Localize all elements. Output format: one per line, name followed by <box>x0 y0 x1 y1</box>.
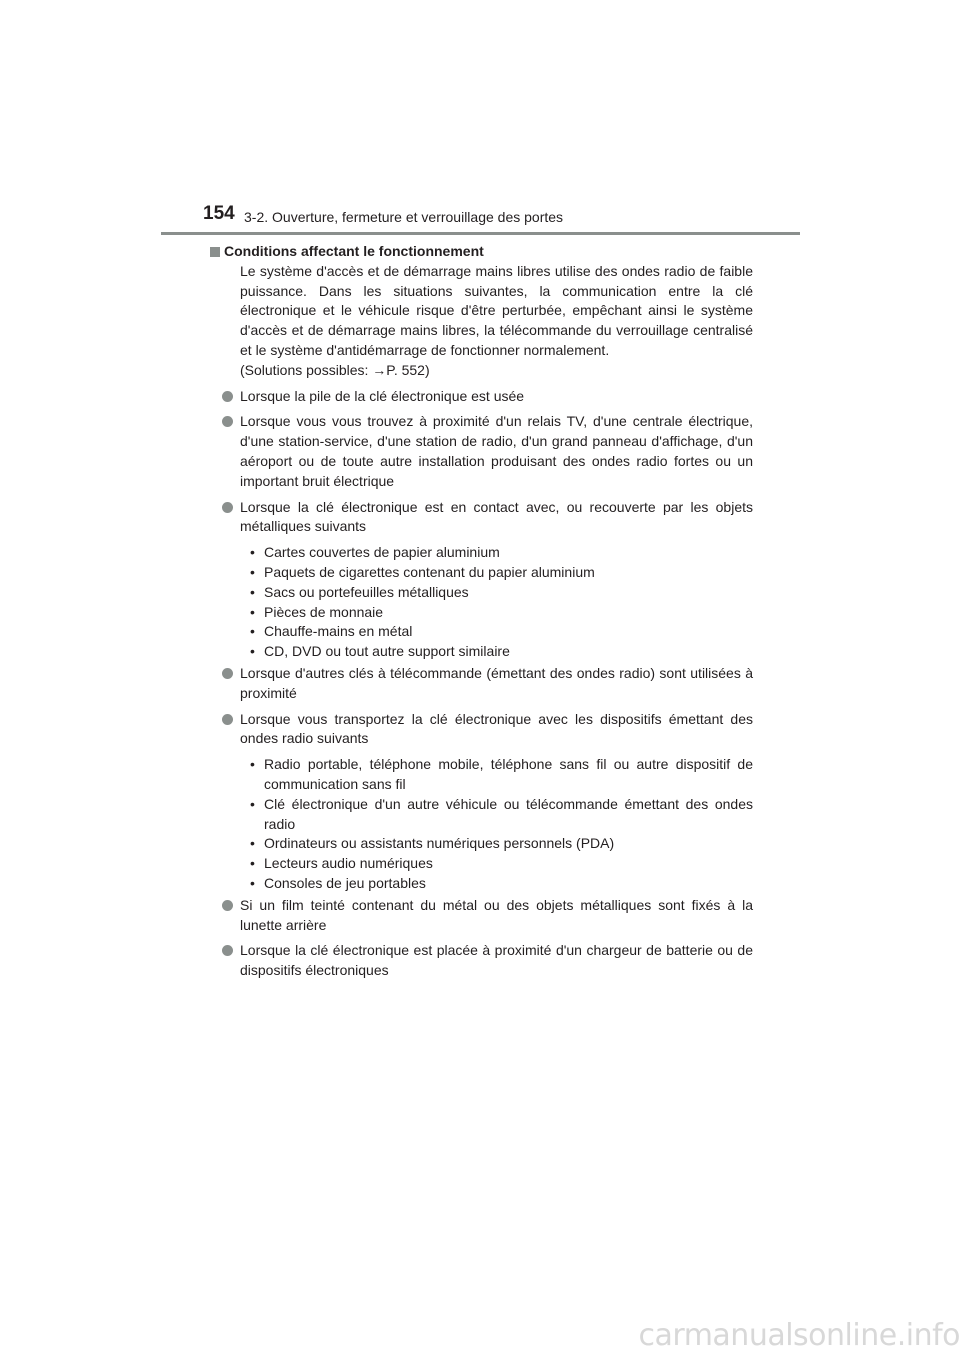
section-title: 3-2. Ouverture, fermeture et verrouillage des portes <box>244 209 564 225</box>
list-item <box>240 664 753 704</box>
intro-paragraph <box>240 262 753 381</box>
content <box>210 242 753 981</box>
list-item-text: Lorsque la pile de la clé électronique est usée <box>240 387 525 404</box>
section-heading <box>210 242 753 262</box>
metal-objects-sublist <box>252 543 753 662</box>
sublist-item: • Consoles de jeu portables <box>252 874 753 894</box>
radio-devices-sublist <box>252 755 753 894</box>
circle-bullet-icon <box>222 416 233 427</box>
sublist-item: • Pièces de monnaie <box>252 603 753 623</box>
sublist-item: • Chauffe-mains en métal <box>252 622 753 642</box>
header-divider <box>161 232 800 235</box>
circle-bullet-icon <box>222 900 233 911</box>
sublist-item: • Paquets de cigarettes contenant du papier aluminium <box>252 563 753 583</box>
page-number: 154 <box>203 203 235 224</box>
sublist-item: • Cartes couvertes de papier aluminium <box>252 543 753 563</box>
sublist-item: • CD, DVD ou tout autre support similaire <box>252 642 753 662</box>
circle-bullet-icon <box>222 502 233 513</box>
watermark: carmanualsonline.info <box>638 1318 960 1353</box>
list-item-text: Lorsque la clé électronique est en contact avec, ou recouverte par les objets métalliques suivants <box>240 498 753 535</box>
list-item <box>240 387 753 407</box>
circle-bullet-icon <box>222 714 233 725</box>
circle-bullet-icon <box>222 391 233 402</box>
list-item <box>240 498 753 538</box>
sublist-item: • Clé électronique d'un autre véhicule ou télécommande émettant des ondes radio <box>252 795 753 835</box>
circle-bullet-icon <box>222 945 233 956</box>
intro-text: Le système d'accès et de démarrage mains libres utilise des ondes radio de faible puissance. Dans les situations suivantes, la communication entre la clé électronique et le véhicule risque d'être perturbée, empêchant ainsi le système d'accès et de démarrage mains libres, la télécommande du verrouillage centralisé et le système d'antidémarrage de fonctionner normalement. <box>240 262 753 358</box>
sublist-item: • Lecteurs audio numériques <box>252 854 753 874</box>
list-item <box>240 896 753 936</box>
list-item <box>240 412 753 491</box>
circle-bullet-icon <box>222 668 233 679</box>
square-bullet-icon <box>210 247 220 257</box>
list-item-text: Si un film teinté contenant du métal ou des objets métalliques sont fixés à la lunette arrière <box>240 896 753 933</box>
section-heading-text: Conditions affectant le fonctionnement <box>224 243 484 259</box>
list-item-text: Lorsque vous transportez la clé électronique avec les dispositifs émettant des ondes radio suivants <box>240 710 753 747</box>
list-item-text: Lorsque d'autres clés à télécommande (émettant des ondes radio) sont utilisées à proximité <box>240 664 753 701</box>
sublist-item: • Radio portable, téléphone mobile, téléphone sans fil ou autre dispositif de communication sans fil <box>252 755 753 795</box>
sublist-item: • Sacs ou portefeuilles métalliques <box>252 583 753 603</box>
list-item <box>240 941 753 981</box>
sublist-item: • Ordinateurs ou assistants numériques personnels (PDA) <box>252 834 753 854</box>
solutions-reference: (Solutions possibles: →P. 552) <box>240 361 430 378</box>
list-item <box>240 710 753 750</box>
list-item-text: Lorsque la clé électronique est placée à proximité d'un chargeur de batterie ou de dispositifs électroniques <box>240 942 753 979</box>
list-item-text: Lorsque vous vous trouvez à proximité d'un relais TV, d'une centrale électrique, d'une station-service, d'une station de radio, d'un grand panneau d'affichage, d'un aéroport ou de toute autre installation produisant des ondes radio fortes ou un important bruit électrique <box>240 413 753 489</box>
